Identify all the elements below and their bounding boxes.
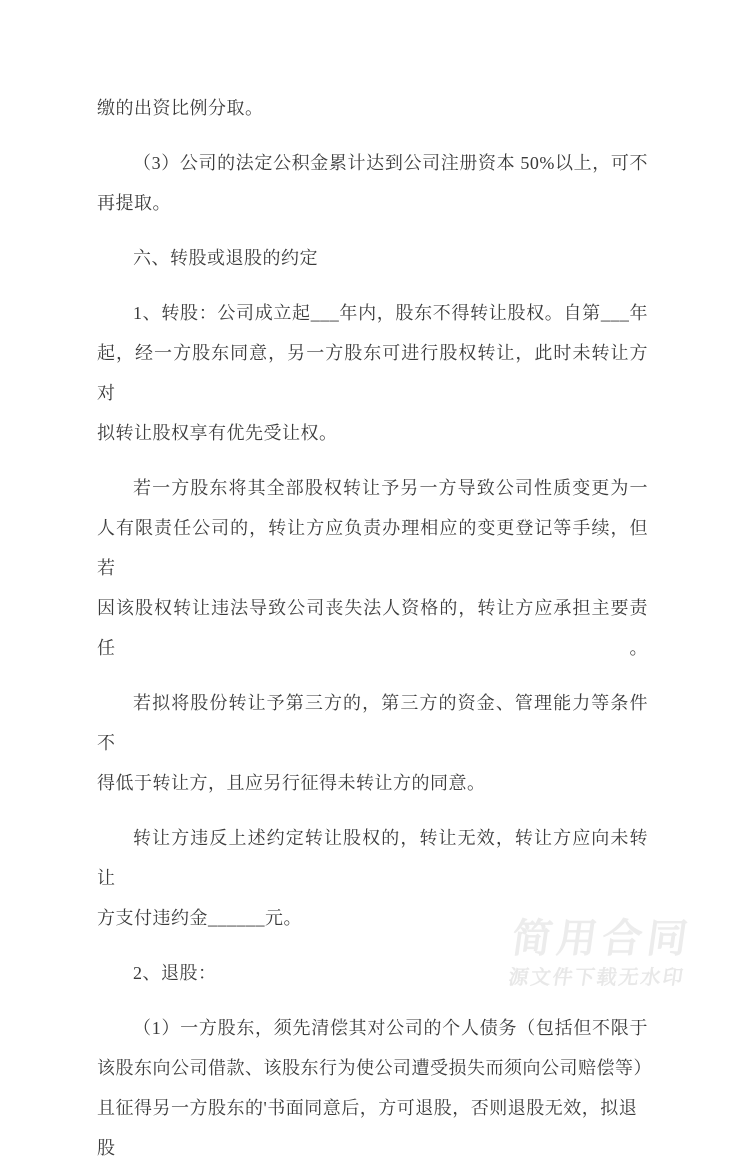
paragraph-line-13: 转让方违反上述约定转让股权的，转让无效，转让方应向未转让 bbox=[97, 828, 648, 888]
paragraph-line-2: （3）公司的法定公积金累计达到公司注册资本 50%以上，可不 bbox=[133, 153, 648, 173]
section-heading: 六、转股或退股的约定 bbox=[133, 248, 318, 268]
paragraph-line-17: 该股东向公司借款、该股东行为使公司遭受损失而须向公司赔偿等） bbox=[97, 1058, 652, 1078]
paragraph-line-10: 因该股权转让违法导致公司丧失法人资格的，转让方应承担主要责任。 bbox=[97, 598, 648, 658]
paragraph-line-7: 拟转让股权享有优先受让权。 bbox=[97, 423, 338, 443]
paragraph-line-16: （1）一方股东，须先清偿其对公司的个人债务（包括但不限于 bbox=[133, 1018, 648, 1038]
paragraph-line-6: 起，经一方股东同意，另一方股东可进行股权转让，此时未转让方对 bbox=[97, 343, 648, 403]
paragraph-line-3: 再提取。 bbox=[97, 193, 171, 213]
watermark-tagline-text: 源文件下载无水印 bbox=[507, 967, 687, 989]
watermark-brand-text: 简用合同 bbox=[509, 917, 696, 961]
paragraph-line-9: 人有限责任公司的，转让方应负责办理相应的变更登记等手续，但若 bbox=[97, 518, 648, 578]
paragraph-line-12: 得低于转让方，且应另行征得未转让方的同意。 bbox=[97, 773, 486, 793]
paragraph-line-8: 若一方股东将其全部股权转让予另一方导致公司性质变更为一 bbox=[133, 478, 648, 498]
paragraph-line-11: 若拟将股份转让予第三方的，第三方的资金、管理能力等条件不 bbox=[97, 693, 648, 753]
paragraph-line-1: 缴的出资比例分取。 bbox=[97, 98, 264, 118]
document-body bbox=[97, 88, 652, 1168]
paragraph-line-5: 1、转股：公司成立起___年内，股东不得转让股权。自第___年 bbox=[133, 303, 648, 323]
paragraph-line-15: 2、退股： bbox=[133, 963, 217, 983]
paragraph-line-14: 方支付违约金______元。 bbox=[97, 908, 302, 928]
paragraph-line-18: 且征得另一方股东的'书面同意后，方可退股，否则退股无效，拟退股 bbox=[97, 1098, 638, 1158]
